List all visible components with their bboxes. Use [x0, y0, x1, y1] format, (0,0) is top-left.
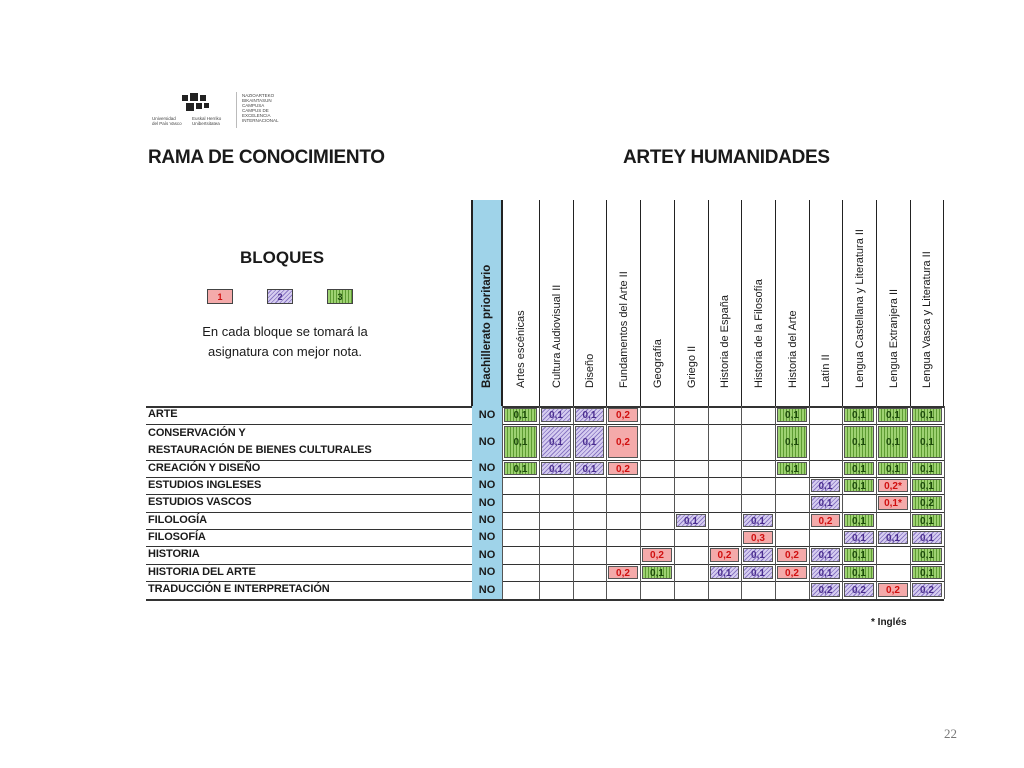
- footnote: * Inglés: [871, 617, 907, 628]
- subject-column-label: Lengua Vasca y Literatura II: [921, 251, 933, 388]
- subject-column-header: [640, 200, 674, 406]
- logo-text-es: Universidad del País Vasco: [152, 116, 182, 126]
- priority-value: NO: [472, 546, 502, 564]
- weight-cell: 0,2: [710, 548, 739, 562]
- weight-cell: 0,1: [878, 462, 908, 475]
- weight-cell: 0,1: [912, 408, 942, 422]
- branch-title: ARTEY HUMANIDADES: [623, 147, 830, 168]
- weight-cell: 0,1: [811, 548, 840, 562]
- weight-cell: 0,1: [811, 566, 840, 579]
- column-divider: [775, 406, 776, 599]
- priority-value: NO: [472, 460, 502, 477]
- weight-cell: 0,1: [575, 408, 604, 422]
- weight-cell: 0,1: [811, 496, 840, 510]
- weight-cell: 0,1: [504, 408, 537, 422]
- subject-column-header: [809, 200, 842, 406]
- legend-block-3: 3: [327, 289, 353, 304]
- weight-cell: 0,1: [844, 531, 874, 544]
- subject-column-header: [502, 200, 539, 406]
- subject-column-label: Lengua Extranjera II: [887, 288, 900, 388]
- degree-name-line: CONSERVACIÓN Y: [148, 427, 246, 439]
- column-divider: [944, 406, 945, 599]
- row-divider: [146, 494, 944, 495]
- subject-column-header: [842, 200, 876, 406]
- column-divider: [842, 406, 843, 599]
- weight-cell: 0,1: [541, 426, 571, 458]
- legend-note-line: asignatura con mejor nota.: [208, 344, 362, 359]
- legend-block-1: 1: [207, 289, 233, 304]
- row-divider: [146, 512, 944, 513]
- degree-name-line: RESTAURACIÓN DE BIENES CULTURALES: [148, 444, 372, 456]
- campus-text: NAZIOARTEKO BIKAINTASUN CAMPUSA CAMPUS DE EXCELENCIA INTERNACIONAL: [242, 93, 279, 123]
- weight-cell: 0,2*: [878, 479, 908, 492]
- subject-column-label: Diseño: [584, 353, 596, 388]
- subject-column-header: [876, 200, 910, 406]
- degree-name: HISTORIA: [148, 548, 200, 560]
- priority-value: NO: [472, 494, 502, 512]
- weight-cell: 0,1: [710, 566, 739, 579]
- column-divider: [539, 406, 540, 599]
- subject-column-label: Historia de España: [719, 295, 731, 388]
- priority-column-header: [471, 200, 503, 406]
- weight-cell: 0,1: [912, 548, 942, 562]
- weight-cell: 0,1: [912, 566, 942, 579]
- weight-cell: 0,1: [844, 408, 874, 422]
- weight-cell: 0,1: [878, 426, 908, 458]
- weight-cell: 0,1: [912, 462, 942, 475]
- priority-value: NO: [472, 581, 502, 599]
- weight-cell: 0,1: [743, 548, 773, 562]
- column-divider: [809, 406, 810, 599]
- priority-value: NO: [472, 529, 502, 546]
- logo-divider: [236, 92, 237, 128]
- weight-cell: 0,1: [878, 408, 908, 422]
- subject-column-label: Artes escénicas: [515, 310, 527, 388]
- column-divider: [876, 406, 877, 599]
- logo-text-eu: Euskal Herriko Unibertsitatea: [192, 116, 222, 126]
- subject-column-header: [741, 200, 775, 406]
- degree-name: FILOSOFÍA: [148, 531, 206, 543]
- degree-name: TRADUCCIÓN E INTERPRETACIÓN: [148, 583, 330, 595]
- weight-cell: 0,1: [811, 479, 840, 492]
- weight-cell: 0,1: [743, 514, 773, 527]
- weight-cell: 0,1: [844, 514, 874, 527]
- degree-name: ESTUDIOS VASCOS: [148, 496, 252, 508]
- weight-cell: 0,2: [912, 496, 942, 510]
- weight-cell: 0,2: [608, 426, 638, 458]
- weight-cell: 0,1: [912, 531, 942, 544]
- university-logo: [152, 92, 287, 132]
- weight-cell: 0,1: [878, 531, 908, 544]
- weight-cell: 0,1: [777, 408, 807, 422]
- weight-cell: 0,3: [743, 531, 773, 544]
- weight-cell: 0,2: [777, 566, 807, 579]
- weight-cell: 0,2: [642, 548, 672, 562]
- legend-block-2: 2: [267, 289, 293, 304]
- row-divider: [146, 477, 944, 478]
- weight-cell: 0,2: [844, 583, 874, 597]
- legend-note: [175, 322, 395, 362]
- weight-cell: 0,1: [504, 426, 537, 458]
- weight-cell: 0,2: [777, 548, 807, 562]
- row-divider: [146, 599, 944, 601]
- column-divider: [741, 406, 742, 599]
- weight-cell: 0,1: [777, 426, 807, 458]
- university-emblem-icon: [178, 92, 218, 114]
- subject-column-header: [539, 200, 573, 406]
- row-divider: [146, 546, 944, 547]
- column-divider: [708, 406, 709, 599]
- priority-value: NO: [472, 424, 502, 460]
- weight-cell: 0,1: [912, 514, 942, 527]
- weight-cell: 0,1: [743, 566, 773, 579]
- weight-cell: 0,2: [608, 462, 638, 475]
- row-divider: [146, 564, 944, 565]
- column-divider: [606, 406, 607, 599]
- priority-column-label: Bachillerato prioritario: [481, 264, 493, 388]
- legend-title: BLOQUES: [239, 248, 325, 267]
- column-divider: [573, 406, 574, 599]
- weight-cell: 0,1: [912, 426, 942, 458]
- weight-cell: 0,1: [844, 548, 874, 562]
- column-divider: [674, 406, 675, 599]
- weight-cell: 0,1: [504, 462, 537, 475]
- priority-value: NO: [472, 564, 502, 581]
- degree-name: [148, 425, 372, 459]
- weight-cell: 0,2: [912, 583, 942, 597]
- weight-cell: 0,1: [541, 462, 571, 475]
- degree-name: FILOLOGÍA: [148, 514, 207, 526]
- priority-value: NO: [472, 406, 502, 424]
- weight-cell: 0,1: [844, 566, 874, 579]
- weight-cell: 0,1: [844, 462, 874, 475]
- weight-cell: 0,2: [608, 566, 638, 579]
- column-divider: [910, 406, 911, 599]
- weight-cell: 0,1: [676, 514, 706, 527]
- degree-name: CREACIÓN Y DISEÑO: [148, 462, 261, 474]
- column-divider: [640, 406, 641, 599]
- page-number: 22: [944, 726, 957, 741]
- row-divider: [146, 460, 944, 461]
- priority-value: NO: [472, 477, 502, 494]
- weight-cell: 0,1: [777, 462, 807, 475]
- subject-column-label: Lengua Castellana y Literatura II: [853, 229, 866, 388]
- branch-label: RAMA DE CONOCIMIENTO: [148, 147, 385, 168]
- weight-cell: 0,1: [575, 462, 604, 475]
- weight-cell: 0,1: [912, 479, 942, 492]
- subject-column-label: Cultura Audiovisual II: [550, 284, 563, 388]
- weight-cell: 0,2: [878, 583, 908, 597]
- subject-column-header: [708, 200, 741, 406]
- degree-name: ESTUDIOS INGLESES: [148, 479, 262, 491]
- priority-value: NO: [472, 512, 502, 529]
- subject-column-label: Historia de la Filosofía: [752, 279, 765, 388]
- weight-cell: 0,1: [844, 426, 874, 458]
- row-divider: [146, 529, 944, 530]
- subject-column-header: [674, 200, 708, 406]
- subject-column-header: [910, 200, 944, 406]
- subject-column-header: [573, 200, 606, 406]
- subject-column-header: [775, 200, 809, 406]
- weight-cell: 0,2: [811, 514, 840, 527]
- subject-column-label: Latín II: [820, 354, 832, 388]
- weight-cell: 0,1: [575, 426, 604, 458]
- weight-cell: 0,1: [844, 479, 874, 492]
- subject-column-label: Geografía: [651, 339, 664, 388]
- weight-cell: 0,1*: [878, 496, 908, 510]
- legend-note-line: En cada bloque se tomará la: [202, 324, 368, 339]
- column-divider: [502, 406, 503, 599]
- degree-name: HISTORIA DEL ARTE: [148, 566, 256, 578]
- weight-cell: 0,2: [608, 408, 638, 422]
- weight-cell: 0,2: [811, 583, 840, 597]
- subject-column-header: [606, 200, 640, 406]
- subject-column-label: Historia del Arte: [786, 310, 799, 388]
- subject-column-label: Fundamentos del Arte II: [617, 271, 630, 388]
- weight-cell: 0,1: [541, 408, 571, 422]
- degree-name: ARTE: [148, 408, 178, 420]
- weight-cell: 0,1: [642, 566, 672, 579]
- subject-column-label: Griego II: [685, 345, 698, 388]
